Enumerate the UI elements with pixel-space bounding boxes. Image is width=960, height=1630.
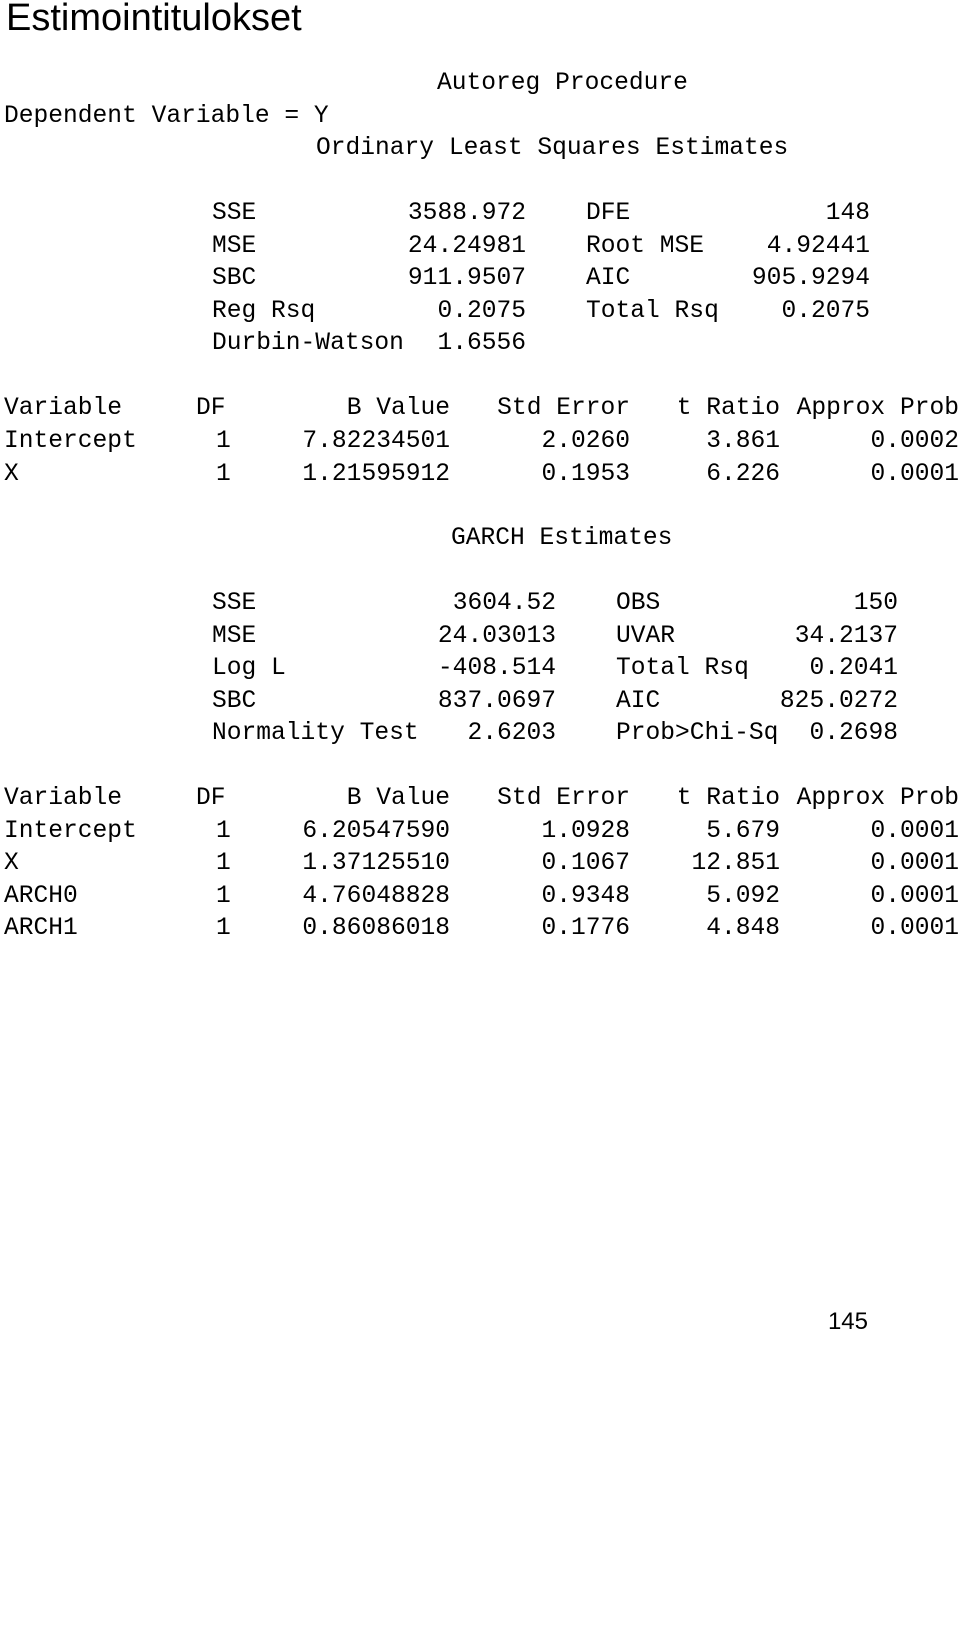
ols-stats <box>0 200 960 489</box>
stat-label: Log L <box>212 655 286 682</box>
col-std-error: Std Error <box>497 785 630 812</box>
stat-label: Durbin-Watson <box>212 330 404 357</box>
col-approx-prob: Approx Prob <box>796 395 959 422</box>
table-header-row <box>4 783 959 816</box>
row-approx-prob: 0.0001 <box>870 461 959 488</box>
stat-value: 150 <box>853 590 898 617</box>
stat-value: -408.514 <box>437 655 556 682</box>
stat-label: Prob>Chi-Sq <box>616 720 779 747</box>
row-approx-prob: 0.0001 <box>870 850 959 877</box>
garch-stat-row <box>4 718 898 751</box>
table-row <box>4 459 959 492</box>
row-variable: X <box>4 850 19 877</box>
row-df: 1 <box>216 461 231 488</box>
row-approx-prob: 0.0001 <box>870 883 959 910</box>
ols-stat-row <box>4 231 870 264</box>
row-variable: ARCH1 <box>4 915 78 942</box>
stat-label: AIC <box>616 688 661 715</box>
table-header-row <box>4 393 959 426</box>
stat-label: SBC <box>212 688 257 715</box>
row-variable: Intercept <box>4 818 137 845</box>
row-t-ratio: 5.679 <box>706 818 780 845</box>
row-t-ratio: 4.848 <box>706 915 780 942</box>
row-variable: X <box>4 461 19 488</box>
stat-value: 3588.972 <box>407 200 526 227</box>
garch-stat-row <box>4 653 898 686</box>
row-std-error: 2.0260 <box>541 428 630 455</box>
stat-label: SSE <box>212 200 257 227</box>
col-b-value: B Value <box>346 395 450 422</box>
row-std-error: 1.0928 <box>541 818 630 845</box>
stat-label: AIC <box>586 265 631 292</box>
row-b-value: 6.20547590 <box>302 818 450 845</box>
stat-value: 911.9507 <box>407 265 526 292</box>
row-approx-prob: 0.0001 <box>870 915 959 942</box>
stat-value: 24.03013 <box>437 623 556 650</box>
row-df: 1 <box>216 883 231 910</box>
table-row <box>4 881 959 914</box>
stat-value: 1.6556 <box>437 330 526 357</box>
stat-label: MSE <box>212 233 257 260</box>
stat-value: 0.2075 <box>437 298 526 325</box>
stat-label: DFE <box>586 200 631 227</box>
row-std-error: 0.1776 <box>541 915 630 942</box>
col-variable: Variable <box>4 785 123 812</box>
table-row <box>4 816 959 849</box>
stat-value: 34.2137 <box>794 623 898 650</box>
stat-value: 0.2698 <box>809 720 898 747</box>
table-row <box>4 426 959 459</box>
row-t-ratio: 12.851 <box>691 850 780 877</box>
stat-value: 2.6203 <box>467 720 556 747</box>
col-std-error: Std Error <box>497 395 630 422</box>
row-b-value: 1.37125510 <box>302 850 450 877</box>
stat-label: Total Rsq <box>586 298 719 325</box>
page-title: Estimointitulokset <box>6 0 302 39</box>
stat-label: Total Rsq <box>616 655 749 682</box>
stat-label: MSE <box>212 623 257 650</box>
stat-label: SBC <box>212 265 257 292</box>
row-t-ratio: 6.226 <box>706 461 780 488</box>
garch-stat-row <box>4 686 898 719</box>
row-approx-prob: 0.0002 <box>870 428 959 455</box>
stat-value: 148 <box>825 200 870 227</box>
garch-stat-row <box>4 621 898 654</box>
row-std-error: 0.1067 <box>541 850 630 877</box>
row-std-error: 0.9348 <box>541 883 630 910</box>
page-number: 145 <box>827 1308 868 1335</box>
stat-label: UVAR <box>616 623 676 650</box>
procedure-heading: Autoreg Procedure <box>437 70 688 97</box>
col-b-value: B Value <box>346 785 450 812</box>
stat-label: SSE <box>212 590 257 617</box>
stat-label: OBS <box>616 590 661 617</box>
stat-value: 825.0272 <box>779 688 898 715</box>
stat-value: 3604.52 <box>452 590 556 617</box>
row-df: 1 <box>216 915 231 942</box>
col-t-ratio: t Ratio <box>676 785 780 812</box>
table-row <box>4 913 959 946</box>
row-variable: Intercept <box>4 428 137 455</box>
row-b-value: 0.86086018 <box>302 915 450 942</box>
col-variable: Variable <box>4 395 123 422</box>
table-row <box>4 848 959 881</box>
ols-stat-row <box>4 296 870 329</box>
row-df: 1 <box>216 818 231 845</box>
ols-stat-row <box>4 263 870 296</box>
stat-value: 0.2075 <box>781 298 870 325</box>
ols-stat-row <box>4 198 870 231</box>
ols-heading: Ordinary Least Squares Estimates <box>316 135 789 162</box>
garch-heading: GARCH Estimates <box>451 525 673 552</box>
stat-value: 837.0697 <box>437 688 556 715</box>
row-t-ratio: 3.861 <box>706 428 780 455</box>
col-df: DF <box>196 395 226 422</box>
col-approx-prob: Approx Prob <box>796 785 959 812</box>
stat-value: 0.2041 <box>809 655 898 682</box>
col-df: DF <box>196 785 226 812</box>
stat-value: 905.9294 <box>751 265 870 292</box>
row-df: 1 <box>216 428 231 455</box>
row-approx-prob: 0.0001 <box>870 818 959 845</box>
row-b-value: 7.82234501 <box>302 428 450 455</box>
row-variable: ARCH0 <box>4 883 78 910</box>
row-b-value: 1.21595912 <box>302 461 450 488</box>
stat-label: Root MSE <box>586 233 705 260</box>
col-t-ratio: t Ratio <box>676 395 780 422</box>
stat-label: Reg Rsq <box>212 298 316 325</box>
stat-label: Normality Test <box>212 720 419 747</box>
garch-stat-row <box>4 588 898 621</box>
stat-value: 24.24981 <box>407 233 526 260</box>
row-b-value: 4.76048828 <box>302 883 450 910</box>
row-df: 1 <box>216 850 231 877</box>
stat-value: 4.92441 <box>766 233 870 260</box>
row-std-error: 0.1953 <box>541 461 630 488</box>
ols-stat-row <box>4 328 526 361</box>
dependent-variable: Dependent Variable = Y <box>4 103 329 130</box>
row-t-ratio: 5.092 <box>706 883 780 910</box>
